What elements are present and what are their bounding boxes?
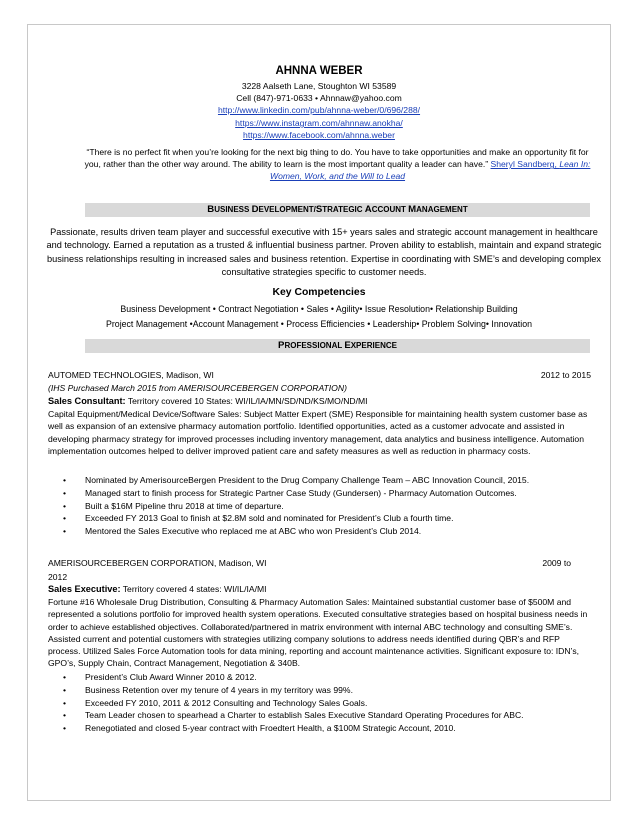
quote-separator: , [554,159,560,170]
list-item: • Exceeded FY 2010, 2011 & 2012 Consulting and Technology Sales Goals. [63,697,368,708]
job2-dates-cont: 2012 [48,572,68,582]
list-item: • Managed start to finish process for Strategic Partner Case Study (Gundersen) - Pharmacy Automation Outcomes. [63,487,517,498]
quote [80,146,595,183]
job2-bullets [48,671,593,735]
job1-company: AUTOMED TECHNOLOGIES, Madison, WI [48,370,214,380]
address: 3228 Aalseth Lane, Stoughton WI 53589 [241,81,397,91]
competencies-line-2: Project Management •Account Management • Process Efficiencies • Leadership• Problem Solving• Innovation [106,319,532,329]
job1-description: Capital Equipment/Medical Device/Software Sales: Subject Matter Expert (SME) Responsible for maintaining health system customer base as well as expansion of an extensive pharmacy automation portfolio. Identified opportunities, acted as a customer advocate and assisted in developing pharmacy strategy for improved processes including inventory management, data analytics and business intelligence. Automation implementation outcomes helped to deliver improved patient care and safety measures as well as reduction in pharmacy costs. [48,409,588,456]
facebook-link[interactable]: https://www.facebook.com/ahnna.weber [243,130,395,140]
competencies-title: Key Competencies [272,287,366,298]
job2-role: Sales Executive: [48,584,121,594]
job1-note: (IHS Purchased March 2015 from AMERISOURCEBERGEN CORPORATION) [48,383,347,393]
quote-book-link[interactable]: Lean In: Women, Work, and the Will to Lead [269,159,591,182]
section-heading-business: BUSINESS DEVELOPMENT/STRATEGIC ACCOUNT MANAGEMENT [85,203,590,217]
list-item: • Business Retention over my tenure of 4 years in my territory was 99%. [63,684,353,695]
section-heading-experience: PROFESSIONAL EXPERIENCE [85,339,590,353]
job2-dates: 2009 to [542,558,571,568]
quote-text: “There is no perfect fit when you’re looking for the next big thing to do. You have to take opportunities and make an opportunity fit for you, rather than the other way around. The ability to learn is the most important quality a leader can have.” [84,147,589,170]
list-item: • Nominated by AmerisourceBergen President to the Drug Company Challenge Team – ABC Innovation Council, 2015. [63,475,530,485]
job2-territory: Territory covered 4 states: WI/IL/IA/MI [120,584,267,594]
list-item: • Team Leader chosen to spearhead a Charter to establish Sales Executive Standard Operating Procedures for ABC. [63,710,524,721]
list-item: • Renegotiated and closed 5-year contract with Froedtert Health, a $100M Strategic Account, 2010. [63,723,456,734]
list-item: • Mentored the Sales Executive who replaced me at ABC who won President’s Club 2014. [63,526,422,537]
job2-role-line [48,583,593,595]
job1-bullets [48,474,593,538]
contact-line: Cell (847)-971-0633 • Ahnnaw@yahoo.com [236,93,402,103]
job1-territory: Territory covered 10 States: WI/IL/IA/MN/SD/ND/KS/MO/ND/MI [125,396,368,406]
linkedin-link[interactable]: http://www.linkedin.com/pub/ahnna-weber/0/696/288/ [217,105,421,115]
job1-role: Sales Consultant: [48,396,126,406]
instagram-link[interactable]: https://www.instagram.com/ahnnaw.anokha/ [235,118,403,128]
competencies-line-1: Business Development • Contract Negotiation • Sales • Agility• Issue Resolution• Relationship Building [120,304,518,314]
list-item: • Exceeded FY 2013 Goal to finish at $2.8M sold and nominated for President’s Club a fourth time. [63,513,454,524]
quote-author-link[interactable]: Sheryl Sandberg [490,159,555,170]
list-item: • Built a $16M Pipeline thru 2018 at time of departure. [63,500,284,511]
job1-dates: 2012 to 2015 [540,370,591,380]
job2-description: Fortune #16 Wholesale Drug Distribution, Consulting & Pharmacy Automation Sales: Maintained substantial customer base of $500M and represented a solutions portfolio for improved health system operations. Executed consultative strategies based on hospital business needs in order to achieve established objectives. Collaborated/partnered in matrix environment with internal ABC technology and consulting SME’s. Assisted current and potential customers with strategies utilizing company solutions to address needs identified during QBR’s and RFP process. Utilized Sales Force Automation tools for data mining, reporting and account maintenance activities. Significant exposure to: IDN’s, GPO’s, Supply Chain, Contract Management, Negotiation & 340B. [48,597,588,669]
professional-summary: Passionate, results driven team player and successful executive with 15+ years sales and strategic account management in healthcare and technology. Earned a reputation as a trusted & influential business partner. Proven ability to establish, maintain and expand strategic business relationships resulting in increased sales and business retention. Expertise in coordinating with SME’s and developing complex consultative strategies specific to customer needs. [46,227,602,277]
list-item: • President’s Club Award Winner 2010 & 2012. [63,672,257,682]
job2-company: AMERISOURCEBERGEN CORPORATION, Madison, WI [48,558,267,568]
candidate-name: AHNNA WEBER [275,65,363,77]
job1-role-line [48,395,593,407]
